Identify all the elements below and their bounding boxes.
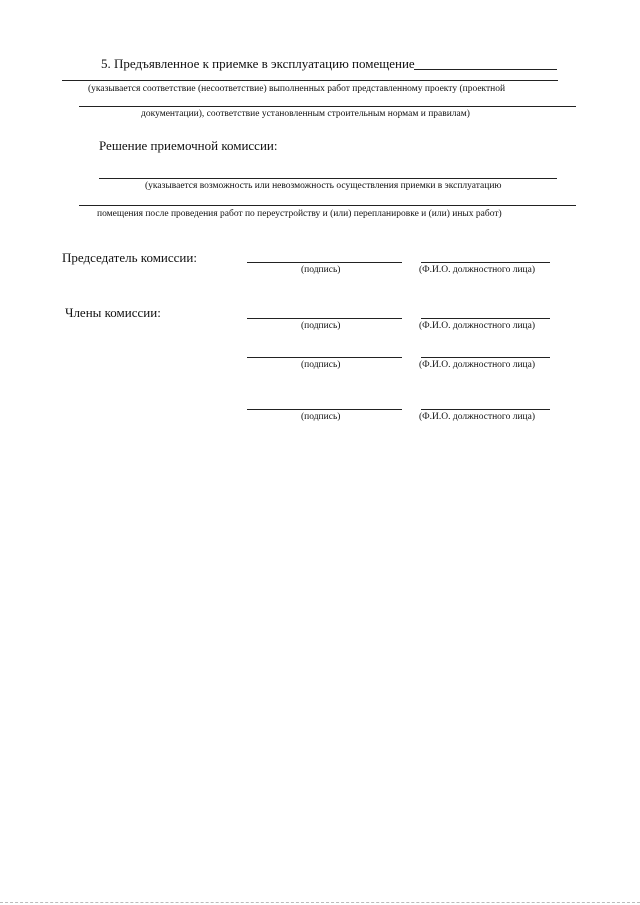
members-label: Члены комиссии: bbox=[65, 305, 161, 320]
member-name-line[interactable] bbox=[421, 318, 550, 319]
chairman-name-line[interactable] bbox=[421, 262, 550, 263]
member-signature-caption: (подпись) bbox=[301, 321, 341, 331]
item5-note-line2: документации), соответствие установленным строительным нормам и правилам) bbox=[141, 109, 470, 119]
member-name-caption: (Ф.И.О. должностного лица) bbox=[419, 321, 535, 331]
decision-note-line1: (указывается возможность или невозможность осуществления приемки в эксплуатацию bbox=[145, 181, 502, 191]
member-signature-line[interactable] bbox=[247, 318, 402, 319]
item5-line-1[interactable] bbox=[62, 80, 558, 81]
decision-heading: Решение приемочной комиссии: bbox=[99, 138, 278, 153]
page-bottom-edge bbox=[0, 902, 640, 903]
member-signature-line[interactable] bbox=[247, 409, 402, 410]
item5-heading: 5. Предъявленное к приемке в эксплуатацию помещение bbox=[101, 56, 415, 71]
member-signature-line[interactable] bbox=[247, 357, 402, 358]
chairman-signature-caption: (подпись) bbox=[301, 265, 341, 275]
item5-note-line1: (указывается соответствие (несоответствие) выполненных работ представленному проекту (проектной bbox=[88, 84, 506, 94]
decision-line-1[interactable] bbox=[99, 178, 557, 179]
member-name-line[interactable] bbox=[421, 409, 550, 410]
member-signature-caption: (подпись) bbox=[301, 412, 341, 422]
decision-note-line2: помещения после проведения работ по переустройству и (или) перепланировке и (или) иных работ) bbox=[97, 209, 502, 219]
item5-line-2[interactable] bbox=[79, 106, 576, 107]
chairman-name-caption: (Ф.И.О. должностного лица) bbox=[419, 265, 535, 275]
chairman-label: Председатель комиссии: bbox=[62, 250, 197, 265]
item5-fill-line[interactable] bbox=[414, 69, 557, 70]
member-signature-caption: (подпись) bbox=[301, 360, 341, 370]
decision-line-2[interactable] bbox=[79, 205, 576, 206]
member-name-caption: (Ф.И.О. должностного лица) bbox=[419, 360, 535, 370]
member-name-line[interactable] bbox=[421, 357, 550, 358]
member-name-caption: (Ф.И.О. должностного лица) bbox=[419, 412, 535, 422]
chairman-signature-line[interactable] bbox=[247, 262, 402, 263]
